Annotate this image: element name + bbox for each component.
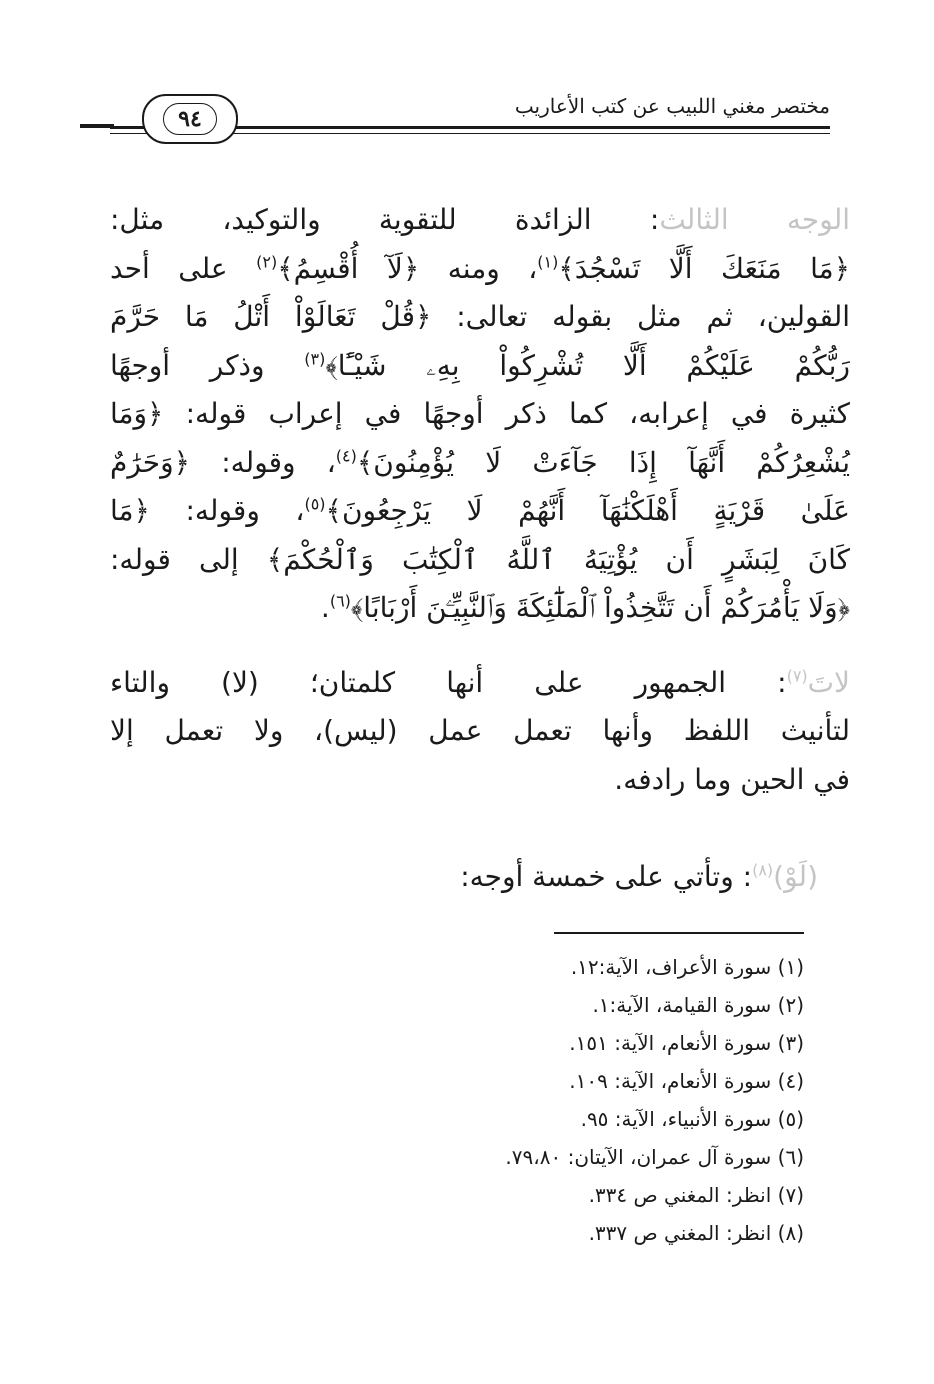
footnote-ref: (٥) xyxy=(304,494,326,514)
footnotes xyxy=(505,948,804,1252)
faded-heading: لاتَ xyxy=(807,665,850,699)
footnote-ref: (٨) xyxy=(752,860,774,880)
text-line xyxy=(110,342,850,391)
footnote: (٧) انظر: المغني ص ٣٣٤. xyxy=(588,1183,804,1207)
faded-heading: الوجه الثالث xyxy=(659,203,851,236)
subheading-law xyxy=(460,860,818,893)
page-number: ٩٤ xyxy=(163,103,217,135)
footnote: (٣) سورة الأنعام، الآية: ١٥١. xyxy=(569,1031,804,1055)
text-span: كثيرة في إعرابه، كما ذكر أوجهًا في إعراب قوله: xyxy=(163,397,850,430)
text-line xyxy=(110,707,850,756)
text-line xyxy=(110,196,850,245)
quran-verse: يُشْعِرُكُمْ أَنَّهَآ إِذَا جَآءَتْ لَا يُؤْمِنُونَ﴾ xyxy=(356,445,850,479)
paragraph xyxy=(110,196,850,633)
quran-verse: ﴿وَحَرَٰمٌ xyxy=(110,445,191,479)
text-span: . xyxy=(320,591,330,624)
text-span: إلى قوله: xyxy=(110,542,267,576)
quran-verse: عَلَىٰ قَرْيَةٍ أَهْلَكْنَٰهَآ أَنَّهُمْ لَا يَرْجِعُونَ﴾ xyxy=(325,494,850,527)
text-span: : الجمهور على أنها كلمتان؛ (لا) والتاء xyxy=(110,665,787,699)
quran-verse: ﴿لَآ أُقْسِمُ﴾ xyxy=(277,251,420,285)
text-line xyxy=(110,756,850,805)
text-span: على أحد xyxy=(110,251,257,285)
quran-verse: رَبُّكُمْ عَلَيْكُمْ أَلَّا تُشْرِكُواْ بِهِۦ شَيْـًٔا﴾ xyxy=(325,348,850,382)
page-header xyxy=(110,86,830,166)
paragraph xyxy=(110,659,850,805)
faded-heading: (لَوْ) xyxy=(773,860,818,893)
book-title: مختصر مغني اللبيب عن كتب الأعاريب xyxy=(514,94,830,118)
quran-verse: كَانَ لِبَشَرٍ أَن يُؤْتِيَهُ ٱللَّهُ ٱلْكِتَٰبَ وَٱلْحُكْمَ﴾ xyxy=(266,542,851,576)
text-line xyxy=(110,536,850,585)
text-span: لتأنيث اللفظ وأنها تعمل عمل (ليس)، ولا تعمل إلا xyxy=(110,714,850,747)
quran-verse: ﴿مَا xyxy=(110,494,150,527)
footnote-ref: (٣) xyxy=(304,349,326,369)
quran-verse: ﴿وَلَا يَأْمُرَكُمْ أَن تَتَّخِذُواْ ٱلْمَلَٰٓئِكَةَ وَٱلنَّبِيِّـۧنَ أَرْبَابًا﴾ xyxy=(350,591,850,624)
footnote-ref: (٤) xyxy=(335,446,357,466)
footnote: (٥) سورة الأنبياء، الآية: ٩٥. xyxy=(580,1107,804,1131)
text-span: وذكر أوجهًا xyxy=(110,348,305,382)
main-text xyxy=(110,196,850,804)
footnote-ref: (٢) xyxy=(256,252,278,272)
text-span: ، وقوله: xyxy=(149,494,305,527)
footnote: (٤) سورة الأنعام، الآية: ١٠٩. xyxy=(569,1069,804,1093)
footnote: (٦) سورة آل عمران، الآيتان: ٧٩،٨٠. xyxy=(505,1145,804,1169)
text-span: ، ومنه xyxy=(419,251,538,285)
text-span: : وتأتي على خمسة أوجه: xyxy=(460,860,753,893)
text-line xyxy=(110,584,850,633)
quran-verse: ﴿وَمَا xyxy=(110,397,164,430)
text-line xyxy=(110,487,850,536)
text-span: القولين، ثم مثل بقوله تعالى: xyxy=(431,300,850,333)
footnote: (٨) انظر: المغني ص ٣٣٧. xyxy=(588,1221,804,1245)
footnote-ref: (٧) xyxy=(786,666,808,686)
header-dash xyxy=(80,124,114,128)
text-line xyxy=(110,293,850,342)
text-span: في الحين وما رادفه. xyxy=(614,762,850,796)
page-number-badge xyxy=(142,94,238,144)
text-line xyxy=(110,659,850,708)
footnote-separator xyxy=(554,932,804,934)
footnote-ref: (١) xyxy=(537,252,559,272)
footnote: (١) سورة الأعراف، الآية:١٢. xyxy=(570,955,804,979)
text-line xyxy=(110,439,850,488)
footnote: (٢) سورة القيامة، الآية:١. xyxy=(592,993,804,1017)
text-line xyxy=(110,390,850,439)
quran-verse: ﴿مَا مَنَعَكَ أَلَّا تَسْجُدَ﴾ xyxy=(558,251,850,285)
text-line xyxy=(110,245,850,294)
footnote-ref: (٦) xyxy=(329,591,351,611)
text-span: : الزائدة للتقوية والتوكيد، مثل: xyxy=(110,203,660,236)
quran-verse: ﴿قُلْ تَعَالَوْاْ أَتْلُ مَا حَرَّمَ xyxy=(110,300,432,333)
text-span: ، وقوله: xyxy=(190,445,336,479)
